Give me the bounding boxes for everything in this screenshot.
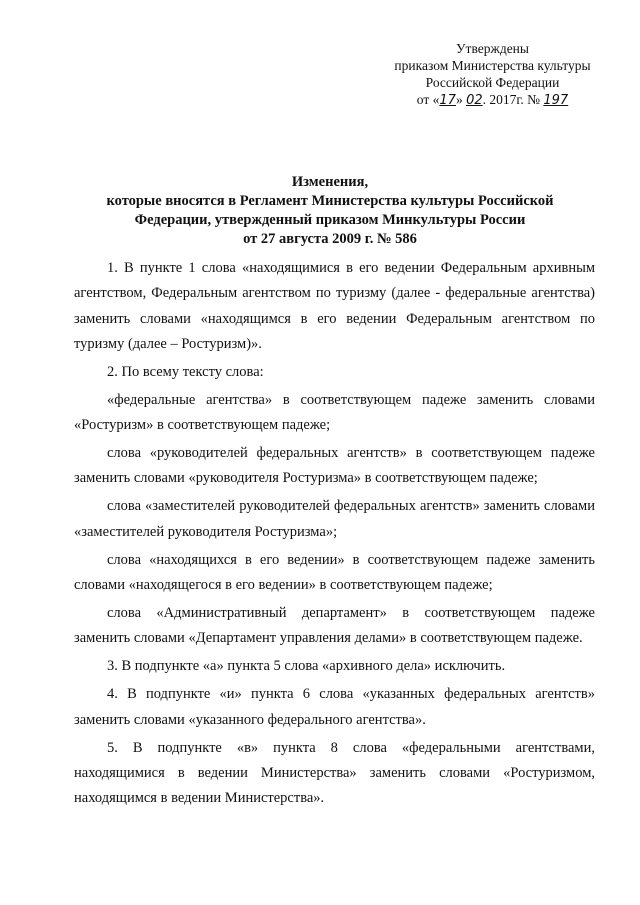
title-line-2: которые вносятся в Регламент Министерства культуры Российской [106, 193, 554, 209]
paragraph-8: 3. В подпункте «а» пункта 5 слова «архивного дела» исключить. [107, 658, 506, 675]
approval-line-2: приказом Министерства культуры [394, 58, 591, 73]
date-day: 17 [439, 93, 456, 108]
date-mid: » [455, 92, 467, 107]
title-line-3: Федерации, утвержденный приказом Минкультуры России [134, 212, 526, 228]
paragraph-6: слова «находящихся в его ведении» в соответствующем падеже заменить словами «находящегося в его ведении» в соответствующем падеже; [74, 551, 595, 593]
date-suffix: . 2017г. № [482, 92, 541, 107]
document-title [60, 173, 600, 249]
paragraph-5: слова «заместителей руководителей федеральных агентств» заменить словами «заместителей руководителя Ростуризма»; [74, 498, 595, 540]
document-body [74, 256, 595, 814]
approval-stamp [380, 40, 605, 109]
paragraph-9: 4. В подпункте «и» пункта 6 слова «указанных федеральных агентств» заменить словами «указанного федерального агентства». [74, 686, 595, 728]
paragraph-3: «федеральные агентства» в соответствующем падеже заменить словами «Ростуризм» в соответствующем падеже; [74, 391, 595, 434]
paragraph-1: 1. В пункте 1 слова «находящимися в его ведении Федеральным архивным агентством, Федеральным агентством по туризму (далее - федеральные агентства) заменить словами «находящимся в его ведении Федеральным агентством по туризму (далее – Ростуризм)». [74, 260, 595, 352]
title-line-1: Изменения, [291, 174, 369, 190]
approval-line-1: Утверждены [456, 41, 529, 56]
date-prefix: от « [416, 92, 440, 107]
paragraph-4: слова «руководителей федеральных агентств» в соответствующем падеже заменить словами «руководителя Ростуризма» в соответствующем падеже; [74, 445, 595, 487]
paragraph-10: 5. В подпункте «в» пункта 8 слова «федеральными агентствами, находящимися в ведении Министерства» заменить словами «Ростуризмом, находящимся в ведении Министерства». [74, 739, 595, 807]
approval-date-line [380, 91, 605, 109]
paragraph-7: слова «Административный департамент» в соответствующем падеже заменить словами «Департамент управления делами» в соответствующем падеже. [74, 604, 595, 647]
date-month: 02 [466, 93, 483, 108]
approval-line-3: Российской Федерации [425, 75, 560, 90]
title-line-4: от 27 августа 2009 г. № 586 [243, 231, 417, 247]
order-number: 197 [543, 93, 569, 108]
paragraph-2: 2. По всему тексту слова: [107, 363, 264, 380]
